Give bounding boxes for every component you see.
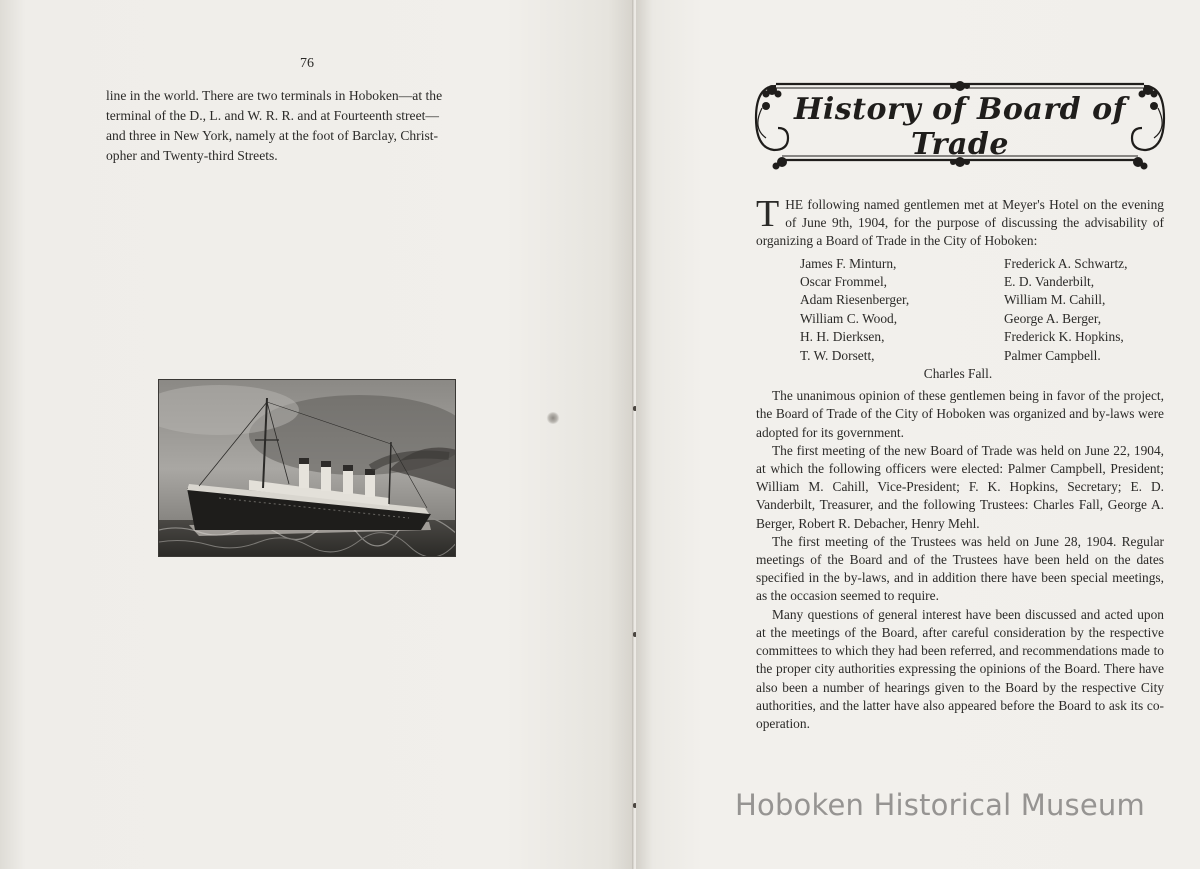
attendee-name: Oscar Frommel,	[800, 274, 888, 290]
steamship-illustration-icon	[158, 379, 456, 557]
body-paragraph: The first meeting of the new Board of Trade was held on June 22, 1904, at which the following officers were elected: Palmer Campbell, President; William M. Cahill, Vice-President; F. K. Hopkins, Secretary; E. D. Vanderbilt, Treasurer, and the following Trustees: Charles Fall, George A. Berger, Robert R. Debacher, Henry Mehl.	[756, 442, 1164, 531]
attendee-name: H. H. Dierksen,	[800, 329, 885, 345]
attendee-name: E. D. Vanderbilt,	[1004, 274, 1095, 290]
body-paragraph: The first meeting of the Trustees was held on June 28, 1904. Regular meetings of the Board and of the Trustees have been held on the dates specified in the by-laws, and in addition there have been special meetings, as the occasion seemed to require.	[756, 533, 1164, 604]
attendee-name: Adam Riesenberger,	[800, 292, 910, 308]
attendee-name: George A. Berger,	[1004, 310, 1102, 326]
museum-watermark: Hoboken Historical Museum	[735, 788, 1145, 822]
attendee-name-last: Charles Fall.	[923, 366, 993, 382]
text-line: opher and Twenty-third Streets.	[106, 148, 278, 163]
attendee-name: William C. Wood,	[800, 310, 898, 326]
right-page-text	[756, 193, 1164, 733]
attendee-name: Frederick K. Hopkins,	[1004, 329, 1124, 345]
attendee-name: James F. Minturn,	[800, 255, 897, 271]
intro-paragraph	[756, 193, 1164, 251]
page-number: 76	[300, 56, 314, 71]
title-banner	[752, 78, 1168, 178]
body-paragraph: The unanimous opinion of these gentlemen being in favor of the project, the Board of Trade of the City of Hoboken was organized and by-laws were adopted for its government.	[756, 388, 1164, 440]
text-line: terminal of the D., L. and W. R. R. and at Fourteenth street—	[106, 108, 439, 123]
text-line: and three in New York, namely at the foot of Barclay, Christ-	[106, 128, 439, 143]
attendee-name: Frederick A. Schwartz,	[1004, 255, 1128, 271]
section-title: History of Board of Trade	[794, 92, 1126, 162]
left-page-text	[106, 86, 516, 166]
paper-speck	[546, 412, 560, 424]
attendee-name: William M. Cahill,	[1004, 292, 1106, 308]
attendee-list	[800, 255, 1164, 365]
drop-cap: T	[756, 193, 780, 235]
attendee-name: Palmer Campbell.	[1004, 347, 1101, 363]
body-paragraph: Many questions of general interest have been discussed and acted upon at the meetings of the Board, after careful consideration by the respective committees to which they had been referred, and recommendations made to the proper city authorities expressing the opinions of the Board. There have also been a number of hearings given to the Board by the respective City authorities, and the latter have also appeared before the Board to ask its co-operation.	[756, 606, 1164, 731]
text-line: line in the world. There are two terminals in Hoboken—at the	[106, 88, 443, 103]
attendee-name: T. W. Dorsett,	[800, 347, 875, 363]
intro-text: HE following named gentlemen met at Meyer's Hotel on the evening of June 9th, 1904, for the purpose of discussing the advisability of organizing a Board of Trade in the City of Hoboken:	[756, 197, 1164, 249]
